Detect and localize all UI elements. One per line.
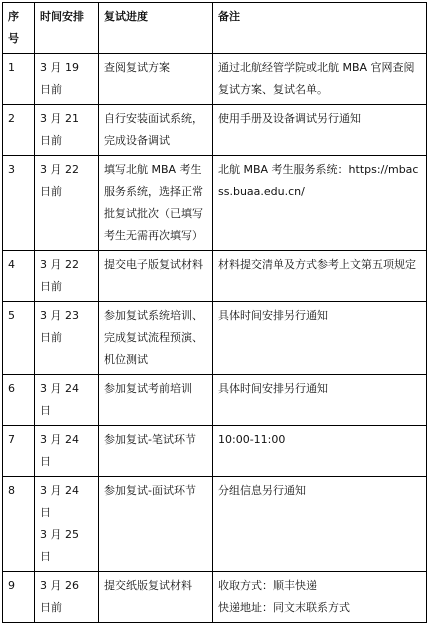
- header-no: 序号: [3, 3, 35, 54]
- row-time: [35, 572, 99, 623]
- row-no: 6: [3, 375, 35, 426]
- row-time: [35, 251, 99, 302]
- row-no: 7: [3, 426, 35, 477]
- time-line: 3 月 23 日前: [40, 309, 79, 344]
- row-progress: 参加复试考前培训: [99, 375, 213, 426]
- row-progress: 提交纸版复试材料: [99, 572, 213, 623]
- note-line: 使用手册及设备调试另行通知: [218, 112, 361, 125]
- row-time: [35, 156, 99, 251]
- note-line: 快递地址：同文末联系方式: [218, 601, 350, 614]
- row-note: [213, 375, 427, 426]
- header-time: 时间安排: [35, 3, 99, 54]
- note-line: 通过北航经管学院或北航 MBA 官网查阅复试方案、复试名单。: [218, 61, 415, 96]
- time-line: 3 月 21 日前: [40, 112, 79, 147]
- row-note: [213, 477, 427, 572]
- row-time: [35, 105, 99, 156]
- row-no: 9: [3, 572, 35, 623]
- header-progress: 复试进度: [99, 3, 213, 54]
- row-note: [213, 426, 427, 477]
- row-note: [213, 54, 427, 105]
- table-row: [3, 54, 427, 105]
- row-note: [213, 251, 427, 302]
- row-note: [213, 302, 427, 375]
- time-line: 3 月 19 日前: [40, 61, 79, 96]
- row-note: [213, 105, 427, 156]
- row-no: 5: [3, 302, 35, 375]
- row-progress: 参加复试-笔试环节: [99, 426, 213, 477]
- table-row: [3, 572, 427, 623]
- table-row: [3, 105, 427, 156]
- time-line: 3 月 24 日: [40, 433, 79, 468]
- table-row: [3, 477, 427, 572]
- row-time: [35, 54, 99, 105]
- row-time: [35, 426, 99, 477]
- schedule-table: [2, 2, 427, 623]
- note-line: 10:00-11:00: [218, 433, 286, 446]
- row-progress: 参加复试系统培训、完成复试流程预演、机位测试: [99, 302, 213, 375]
- time-line: 3 月 22 日前: [40, 163, 79, 198]
- note-line: 收取方式：顺丰快递: [218, 579, 317, 592]
- table-row: [3, 375, 427, 426]
- row-no: 1: [3, 54, 35, 105]
- table-row: [3, 302, 427, 375]
- note-line: 具体时间安排另行通知: [218, 382, 328, 395]
- row-note: [213, 156, 427, 251]
- row-no: 3: [3, 156, 35, 251]
- row-time: [35, 477, 99, 572]
- note-line: 分组信息另行通知: [218, 484, 306, 497]
- table-row: [3, 251, 427, 302]
- table-header-row: [3, 3, 427, 54]
- row-time: [35, 302, 99, 375]
- table-row: [3, 426, 427, 477]
- note-line: 具体时间安排另行通知: [218, 309, 328, 322]
- header-note: 备注: [213, 3, 427, 54]
- row-progress: 参加复试-面试环节: [99, 477, 213, 572]
- row-no: 2: [3, 105, 35, 156]
- time-line: 3 月 26 日前: [40, 579, 79, 614]
- row-no: 8: [3, 477, 35, 572]
- row-progress: 自行安装面试系统，完成设备调试: [99, 105, 213, 156]
- time-line: 3 月 25 日: [40, 528, 79, 563]
- row-progress: 查阅复试方案: [99, 54, 213, 105]
- row-progress: 填写北航 MBA 考生服务系统，选择正常批复试批次（已填写考生无需再次填写）: [99, 156, 213, 251]
- time-line: 3 月 24 日: [40, 484, 79, 519]
- time-line: 3 月 22 日前: [40, 258, 79, 293]
- row-progress: 提交电子版复试材料: [99, 251, 213, 302]
- row-time: [35, 375, 99, 426]
- note-line: 材料提交清单及方式参考上文第五项规定: [218, 258, 416, 271]
- time-line: 3 月 24 日: [40, 382, 79, 417]
- note-line: 北航 MBA 考生服务系统：https://mbacss.buaa.edu.cn/: [218, 163, 419, 198]
- table-row: [3, 156, 427, 251]
- row-no: 4: [3, 251, 35, 302]
- row-note: [213, 572, 427, 623]
